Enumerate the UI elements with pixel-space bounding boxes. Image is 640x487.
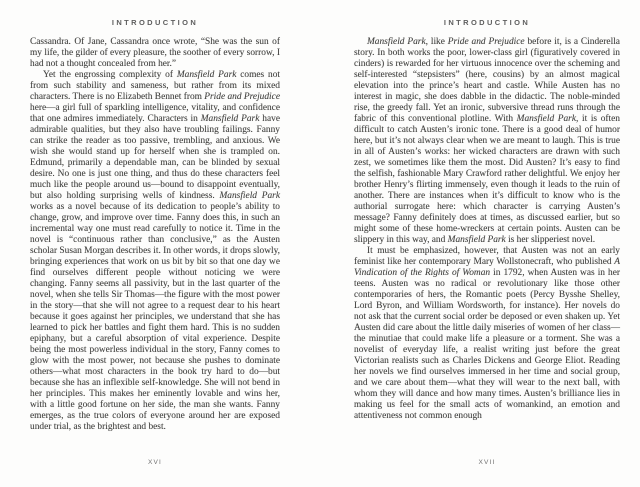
page-left-text — [30, 37, 280, 433]
page-left — [30, 0, 280, 487]
paragraph: Yet the engrossing complexity of Mansfield Park comes not from such stability and sameness, but rather from its mixed characters. There is no Elizabeth Bennet from Pride and Prejudice here—a girl full of sparkling intelligence, vitality, and confidence that one admires immediately. Characters in Mansfield Park have admirable qualities, but they also have troubling failings. Fanny can strike the reader as too passive, trembling, and anxious. We wish she would stand up for herself when she is trampled on. Edmund, primarily a dependable man, can be blinded by sexual desire. No one is just one thing, and thus do these characters feel much like the people around us—bound to disappoint eventually, but also holding surprising wells of kindness. Mansfield Park works as a novel because of its dedication to people’s ability to change, grow, and improve over time. Fanny does this, in such an incremental way one must read carefully to notice it. Time in the novel is “continuous rather than conclusive,” as the Austen scholar Susan Morgan describes it. In other words, it drops slowly, bringing experiences that work on us bit by bit so that one day we find ourselves different people without noticing we were changing. Fanny seems all passivity, but in the last quarter of the novel, when she tells Sir Thomas—the figure with the most power in the story—that she will not agree to a request dear to his heart because it goes against her principles, we understand that she has learned to pick her battles and fight them hard. This is no sudden epiphany, but a careful absorption of vital experience. Despite being the most powerless individual in the story, Fanny comes to glow with the most power, not because she pushes to dominate others—what most characters in the book try hard to do—but because she has an inflexible self-knowledge. She will not bend in her principles. This makes her eminently lovable and wins her, with a little good fortune on her side, the man she wants. Fanny emerges, as the true colors of everyone around her are exposed under trial, as the brightest and best. — [30, 70, 280, 432]
page-right-text — [354, 37, 620, 422]
paragraph: Mansfield Park, like Pride and Prejudice before it, is a Cinderella story. In both works the poor, lower-class girl (figuratively covered in cinders) is rewarded for her virtuous innocence over the scheming and self-interested “stepsisters” (here, cousins) by an almost magical elevation into the prince’s heart and castle. While Austen has no interest in magic, she does dabble in the didactic. The noble-minded rise, the greedy fall. Yet an ironic, subversive thread runs through the fabric of this conventional plotline. With Mansfield Park, it is often difficult to catch Austen’s ironic tone. There is a good deal of humor here, but it’s not always clear when we are meant to laugh. This is true in all of Austen’s works: her wicked characters are drawn with such zest, we sometimes like them the most. Did Austen? It’s easy to find the selfish, fashionable Mary Crawford rather delightful. We enjoy her brother Henry’s flirting immensely, even though it leads to the ruin of another. There are instances when it’s difficult to know who is the authorial surrogate here: which character is carrying Austen’s message? Fanny definitely does at times, as discussed earlier, but so might some of these home-wreckers at certain points. Austen can be slippery in this way, and Mansfield Park is her slipperiest novel. — [354, 37, 620, 245]
page-number-left: XVI — [147, 459, 163, 466]
page-number-right: XVII — [478, 459, 496, 466]
running-header-left: INTRODUCTION — [111, 18, 199, 27]
paragraph: It must be emphasized, however, that Austen was not an early feminist like her contemporary Mary Wollstonecraft, who published A Vindication of the Rights of Woman in 1792, when Austen was in her teens. Austen was no radical or revolutionary like those other contemporaries of hers, the Romantic poets (Percy Bysshe Shelley, Lord Byron, and William Wordsworth, for instance). Her novels do not ask that the current social order be deposed or even shaken up. Yet Austen did care about the little daily miseries of women of her class—the minutiae that could make life a pleasure or a torment. She was a novelist of everyday life, a realist writing just before the great Victorian realists such as Charles Dickens and George Eliot. Reading her novels we find ourselves immersed in her time and social group, and we care about them—what they will wear to the next ball, with whom they will dance and how many times. Austen’s brilliance lies in making us feel for the small acts of womankind, an emotion and attentiveness not common enough — [354, 246, 621, 421]
paragraph: Cassandra. Of Jane, Cassandra once wrote, “She was the sun of my life, the gilder of every pleasure, the soother of every sorrow, I had not a thought concealed from her.” — [30, 37, 280, 69]
running-header-right: INTRODUCTION — [443, 18, 531, 27]
page-right — [354, 0, 620, 487]
